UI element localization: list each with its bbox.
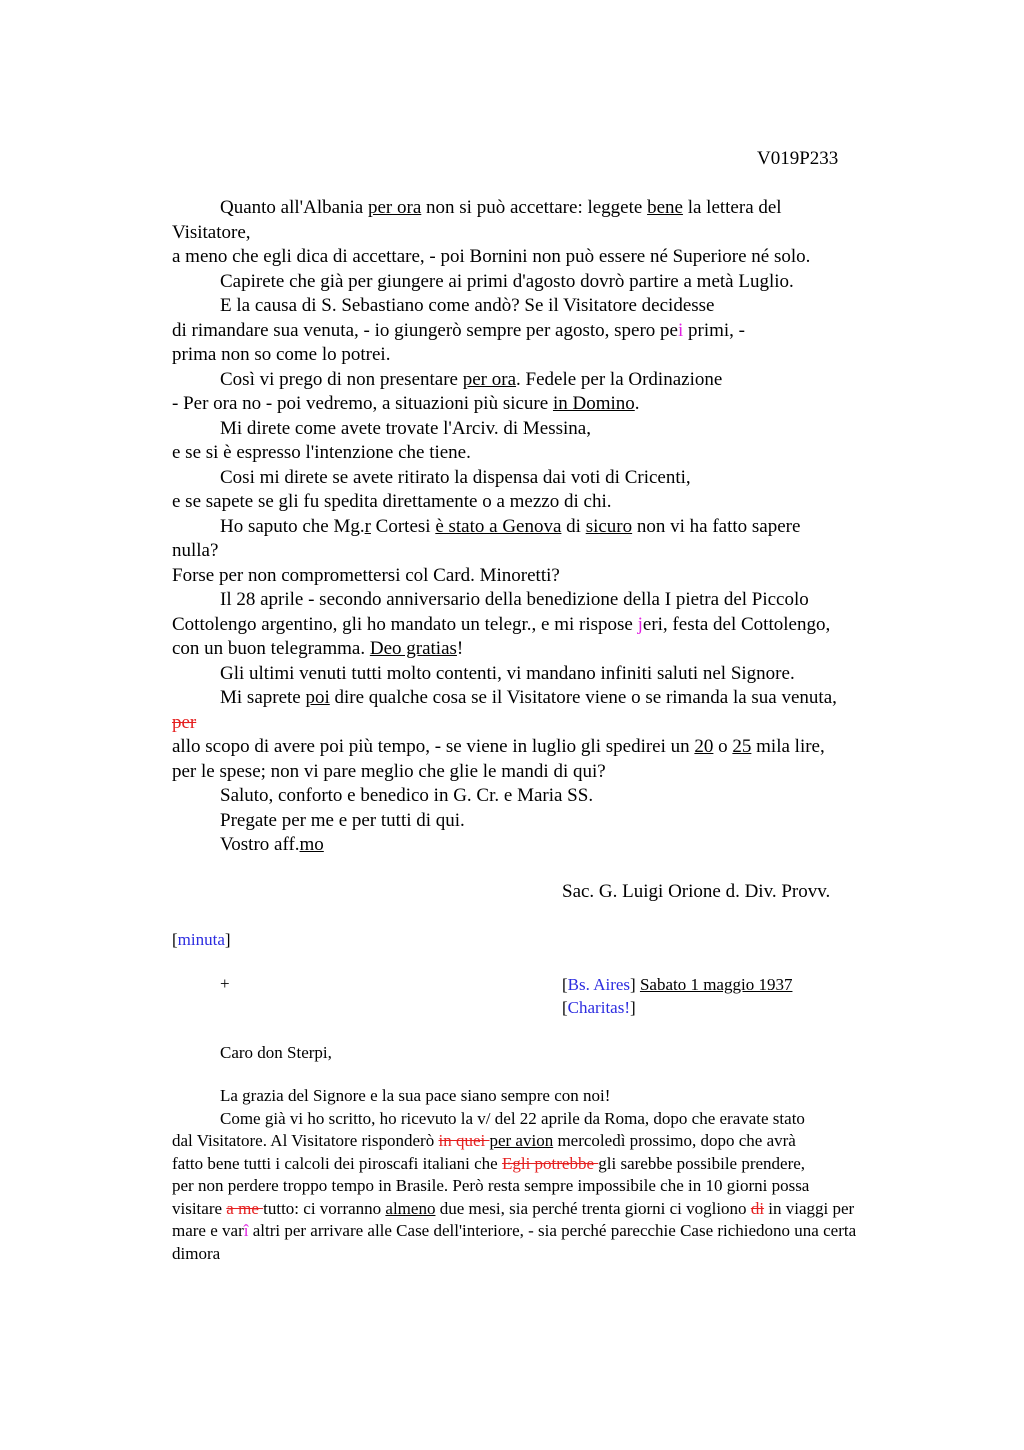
text-line: Pregate per me e per tutti di qui. xyxy=(220,809,465,831)
place-name: Bs. Aires xyxy=(567,975,631,994)
text-line xyxy=(172,735,912,760)
bracket: [ xyxy=(172,930,178,949)
underlined-text: r xyxy=(364,515,371,537)
underlined-text: in Domino xyxy=(552,393,635,414)
text: in viaggi per xyxy=(764,1198,855,1218)
text-line: e se sapete se gli fu spedita direttamente o a mezzo di chi. xyxy=(172,491,612,512)
text-line xyxy=(172,1198,972,1221)
bracket: ] xyxy=(224,930,231,949)
text-line xyxy=(172,613,912,638)
underlined-text: è stato a Genova xyxy=(435,515,562,537)
text-line xyxy=(172,1220,972,1243)
minuta-note xyxy=(172,929,231,951)
text-line: Saluto, conforto e benedico in G. Cr. e Maria SS. xyxy=(220,785,594,806)
text: tutto: ci vorranno xyxy=(263,1198,386,1218)
letter-body-second xyxy=(172,1085,972,1265)
underlined-text: bene xyxy=(647,197,683,218)
text: dal Visitatore. Al Visitatore risponderò xyxy=(172,1131,439,1150)
text: con un buon telegramma. xyxy=(172,638,370,659)
text-line: nulla? xyxy=(172,540,219,561)
text-line: La grazia del Signore e la sua pace siano sempre con noi! xyxy=(220,1086,611,1105)
text: . xyxy=(634,393,640,414)
text-line xyxy=(172,368,912,393)
text-line: Visitatore, xyxy=(172,221,251,243)
inserted-letter: j xyxy=(637,613,643,635)
text-line xyxy=(172,196,912,221)
cross-sign: + xyxy=(220,974,230,993)
letter-date: Sabato 1 maggio 1937 xyxy=(639,975,793,994)
text: di xyxy=(561,515,586,537)
text: visitare xyxy=(172,1198,227,1218)
text: allo scopo di avere poi più tempo, - se viene in luglio gli spedirei un xyxy=(172,736,695,757)
struck-text: a me xyxy=(226,1198,264,1218)
text: Così vi prego di non presentare xyxy=(220,368,463,390)
struck-text: Egli potrebbe xyxy=(501,1153,599,1173)
text: mare e var xyxy=(172,1221,244,1240)
text: non si può accettare: leggete xyxy=(421,197,648,218)
underlined-text: almeno xyxy=(385,1198,436,1218)
text-line xyxy=(172,1130,972,1153)
text-line: Come già vi ho scritto, ho ricevuto la v/ del 22 aprile da Roma, dopo che eravate stato xyxy=(220,1108,805,1128)
underlined-text: per avion xyxy=(489,1131,554,1150)
underlined-text: sicuro xyxy=(585,515,633,537)
text-line: prima non so come lo potrei. xyxy=(172,344,391,365)
underlined-text: 20 xyxy=(694,736,714,757)
text: di rimandare sua venuta, - io giungerò sempre per agosto, spero pe xyxy=(172,319,678,341)
text: mercoledì prossimo, dopo che avrà xyxy=(553,1131,796,1150)
underlined-text: per ora xyxy=(462,368,517,390)
signature: Sac. G. Luigi Orione d. Div. Provv. xyxy=(562,881,831,902)
bracket: [ xyxy=(562,998,568,1017)
underlined-text: Deo gratias xyxy=(369,638,457,659)
text: primi, - xyxy=(683,319,746,341)
bracket: [ xyxy=(562,975,568,994)
text-line: Mi direte come avete trovate l'Arciv. di Messina, xyxy=(220,417,591,439)
text: eri, festa del Cottolengo, xyxy=(642,613,831,635)
inserted-letter: î xyxy=(243,1221,249,1240)
text: Ho saputo che Mg. xyxy=(220,515,365,537)
underlined-text: poi xyxy=(305,687,330,708)
text-line xyxy=(172,319,912,344)
struck-text: per xyxy=(172,711,197,733)
struck-text: in quei xyxy=(438,1131,490,1150)
text-line xyxy=(172,686,912,711)
place-date-line xyxy=(562,973,792,996)
text: ! xyxy=(456,638,464,659)
underlined-text: per ora xyxy=(368,197,422,218)
text: o xyxy=(713,736,733,757)
text: altri per arrivare alle Case dell'interiore, - sia perché parecchie Case richiedono una certa xyxy=(248,1221,857,1240)
text: . Fedele per la Ordinazione xyxy=(516,368,723,390)
text-line: Il 28 aprile - secondo anniversario della benedizione della I pietra del Piccolo xyxy=(220,589,809,610)
text-line xyxy=(172,1153,972,1176)
document-code: V019P233 xyxy=(757,148,839,169)
underlined-text: mo xyxy=(299,834,324,855)
text: Vostro aff. xyxy=(220,834,300,855)
editorial-note: minuta xyxy=(177,930,225,949)
text-line: per non perdere troppo tempo in Brasile. Però resta sempre impossibile che in 10 giorni possa xyxy=(172,1176,810,1195)
text-line xyxy=(172,515,912,540)
text-line: a meno che egli dica di accettare, - poi Bornini non può essere né Superiore né solo. xyxy=(172,246,811,267)
text-line: Forse per non compromettersi col Card. Minoretti? xyxy=(172,564,560,586)
motto: Charitas! xyxy=(567,998,630,1017)
letter-dateline xyxy=(562,973,792,1019)
underlined-text: 25 xyxy=(732,736,752,757)
text-line: e se si è espresso l'intenzione che tiene. xyxy=(172,442,471,463)
text: non vi ha fatto sapere xyxy=(632,515,801,537)
text: Mi saprete xyxy=(220,687,306,708)
inserted-letter: i xyxy=(677,319,684,341)
text: fatto bene tutti i calcoli dei piroscafi italiani che xyxy=(172,1153,502,1173)
salutation: Caro don Sterpi, xyxy=(220,1043,332,1062)
text: due mesi, sia perché trenta giorni ci vogliono xyxy=(435,1198,751,1218)
struck-text: di xyxy=(750,1198,765,1218)
text: Cottolengo argentino, gli ho mandato un telegr., e mi rispose xyxy=(172,613,638,635)
motto-line xyxy=(562,996,792,1019)
text-line: E la causa di S. Sebastiano come andò? Se il Visitatore decidesse xyxy=(220,295,715,316)
text-line xyxy=(172,637,912,662)
text-line: Cosi mi direte se avete ritirato la dispensa dai voti di Cricenti, xyxy=(220,466,691,488)
text-line: Capirete che già per giungere ai primi d'agosto dovrò partire a metà Luglio. xyxy=(220,270,794,292)
letter-body-first xyxy=(172,196,912,858)
text-line xyxy=(172,711,912,736)
bracket: ] xyxy=(630,998,636,1017)
text: gli sarebbe possibile prendere, xyxy=(598,1153,806,1173)
text: dire qualche cosa se il Visitatore viene o se rimanda la sua venuta, xyxy=(329,687,837,708)
text-line xyxy=(172,833,912,858)
text-line: Gli ultimi venuti tutti molto contenti, vi mandano infiniti saluti nel Signore. xyxy=(220,662,795,684)
text-line: dimora xyxy=(172,1243,221,1263)
text: - Per ora no - poi vedremo, a situazioni più sicure xyxy=(172,393,553,414)
text: Cortesi xyxy=(370,515,436,537)
text-line xyxy=(172,392,912,417)
text: Quanto all'Albania xyxy=(220,197,368,218)
bracket: ] xyxy=(630,975,636,994)
text: la lettera del xyxy=(682,197,782,218)
text: mila lire, xyxy=(751,736,825,757)
text-line: per le spese; non vi pare meglio che glie le mandi di qui? xyxy=(172,760,606,782)
